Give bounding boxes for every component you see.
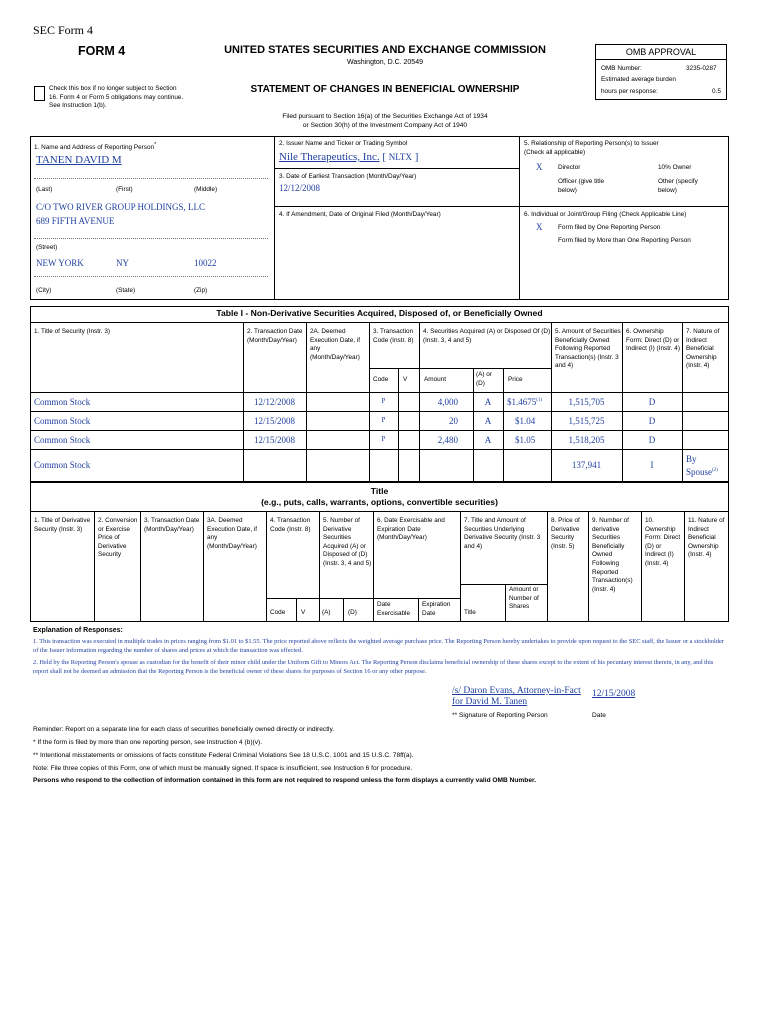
- t1-row2-code: P: [381, 416, 386, 424]
- address-line2: 689 FIFTH AVENUE: [36, 216, 115, 226]
- t1-h3: 3. Transaction Code (Instr. 8): [373, 328, 414, 344]
- officer-label: Officer (give title below): [558, 178, 605, 194]
- t1-row2-form: D: [648, 416, 656, 426]
- filing-label: 6. Individual or Joint/Group Filing (Check Applicable Line): [524, 211, 687, 218]
- t1-row2-date: 12/15/2008: [253, 416, 295, 426]
- t1-h1: 1. Title of Security (Instr. 3): [34, 328, 111, 335]
- t2-h2: 2. Conversion or Exercise Price of Derivative Security: [98, 517, 138, 559]
- t2-title: Title: [464, 609, 476, 616]
- signature-label: ** Signature of Reporting Person: [452, 712, 548, 719]
- filing-one-label: Form filed by One Reporting Person: [558, 224, 661, 231]
- t2-h3: 3. Transaction Date (Month/Day/Year): [144, 517, 200, 533]
- last-label: (Last): [36, 186, 53, 193]
- director-mark: X: [536, 162, 543, 172]
- state-label: (State): [116, 287, 136, 294]
- t2-code: Code: [270, 609, 286, 616]
- t1-row4-form: I: [650, 460, 654, 470]
- t1-row2-price: $1.04: [515, 416, 536, 426]
- note-reminder: Reminder: Report on a separate line for each class of securities beneficially owned directly or indirectly.: [33, 726, 335, 733]
- table-row: Common Stock: [34, 460, 91, 470]
- street-label: (Street): [36, 244, 58, 251]
- director-label: Director: [558, 164, 581, 171]
- t1-h5: 5. Amount of Securities Beneficially Owned Following Reported Transaction(s) (Instr. 3 and 4): [555, 328, 621, 370]
- omb-hours-label: hours per response:: [601, 88, 658, 95]
- t2-h5: 5. Number of Derivative Securities Acquired (A) or Disposed of (D) (Instr. 3, 4 and 5): [323, 517, 372, 567]
- t2-h4: 4. Transaction Code (Instr. 8): [270, 517, 311, 533]
- doc-label: SEC Form 4: [33, 23, 94, 37]
- t1-row4-nature: By Spouse$^{(2)}$: [686, 454, 718, 477]
- filed-line2: or Section 30(h) of the Investment Company Act of 1940: [302, 122, 468, 129]
- first-label: (First): [116, 186, 133, 193]
- table2-title: Title: [370, 486, 389, 496]
- reporting-person-name: TANEN DAVID M: [36, 154, 122, 166]
- t1-h4: 4. Securities Acquired (A) or Disposed Of (D) (Instr. 3, 4 and 5): [423, 328, 551, 344]
- omb-number-value: 3235-0287: [686, 65, 717, 72]
- t2-h1: 1. Title of Derivative Security (Instr. 3): [34, 517, 91, 533]
- city-label: (City): [36, 287, 52, 294]
- t2-h10: 10. Ownership Form: Direct (D) or Indirect (I) (Instr. 4): [645, 517, 681, 567]
- t2-d: (D): [348, 609, 357, 616]
- t1-row2-amount: 20: [449, 416, 458, 426]
- relationship-sub: (Check all applicable): [524, 149, 586, 156]
- t1-row3-code: P: [381, 435, 386, 443]
- t2-h6: 6. Date Exercisable and Expiration Date (Month/Day/Year): [377, 517, 445, 542]
- issuer-name: Nile Therapeutics, Inc.: [279, 151, 380, 163]
- state-value: NY: [116, 258, 129, 268]
- signature-date-label: Date: [592, 712, 606, 719]
- t1-amount: Amount: [424, 376, 447, 383]
- t2-h7: 7. Title and Amount of Securities Underlying Derivative Security (Instr. 3 and 4): [464, 517, 541, 550]
- t1-code: Code: [373, 376, 389, 383]
- note-multiple: * If the form is filed by more than one reporting person, see Instruction 4 (b)(v).: [33, 739, 263, 746]
- table-row: Common Stock: [34, 435, 91, 445]
- t1-h2: 2. Transaction Date (Month/Day/Year): [247, 328, 303, 344]
- zip-label: (Zip): [194, 287, 208, 294]
- issuer-ticker: NLTX: [388, 152, 412, 162]
- t1-row2-owned: 1,515,725: [568, 416, 605, 426]
- table-row: Common Stock: [34, 397, 91, 407]
- t1-row3-form: D: [648, 435, 656, 445]
- form-title: FORM 4: [78, 44, 126, 58]
- other-label: Other (specify below): [658, 178, 698, 194]
- omb-number-label: OMB Number:: [601, 65, 642, 72]
- t1-h6: 6. Ownership Form: Direct (D) or Indirect (I) (Instr. 4): [626, 328, 680, 353]
- issuer-label: 2. Issuer Name and Ticker or Trading Symbol: [279, 140, 408, 147]
- filing-more-label: Form filed by More than One Reporting Person: [558, 237, 691, 244]
- t1-row4-owned: 137,941: [571, 460, 602, 470]
- explanation-heading: Explanation of Responses:: [33, 627, 123, 634]
- footnote-2: 2. Held by the Reporting Person's spouse as custodian for the benefit of their minor child under the Uniform Gift to Minors Act. The Reporting Person disclaims beneficial ownership of these shares except to the extent of his pecuniary interest therein, in any, and this report shall not be deemed an admission that the Reporting Person is the beneficial owner of these shares for purposes of Section 16 or any other purpose.: [33, 659, 714, 675]
- t1-row1-amount: 4,000: [437, 397, 458, 407]
- t1-a-or-d: (A) or (D): [476, 371, 492, 387]
- t1-row3-amount: 2,480: [437, 435, 458, 445]
- reporting-person-label: 1. Name and Address of Reporting Person*: [34, 142, 157, 152]
- section16-checkbox[interactable]: [34, 86, 45, 101]
- note-omb: Persons who respond to the collection of information contained in this form are not required to respond unless the form displays a currently valid OMB Number.: [33, 777, 537, 784]
- t2-h8: 8. Price of Derivative Security (Instr. 5): [551, 517, 580, 550]
- statement-title: STATEMENT OF CHANGES IN BENEFICIAL OWNERSHIP: [250, 84, 520, 95]
- t1-row2-ad: A: [484, 416, 492, 426]
- amendment-label: 4. If Amendment, Date of Original Filed (Month/Day/Year): [279, 211, 441, 218]
- middle-label: (Middle): [194, 186, 218, 193]
- t1-row1-form: D: [648, 397, 656, 407]
- omb-heading: OMB APPROVAL: [596, 45, 726, 60]
- t2-a: (A): [322, 609, 331, 616]
- t2-amount-shares: Amount or Number of Shares: [509, 586, 539, 611]
- table2-subtitle: (e.g., puts, calls, warrants, options, convertible securities): [261, 497, 498, 507]
- t2-h11: 11. Nature of Indirect Beneficial Ownership (Instr. 4): [688, 517, 725, 559]
- earliest-date-value: 12/12/2008: [279, 183, 321, 193]
- agency-city: Washington, D.C. 20549: [346, 59, 423, 66]
- t1-row1-price: $1.4675$^{(1)}$: [507, 397, 543, 407]
- ten-pct-owner-label: 10% Owner: [658, 164, 692, 171]
- omb-hours-value: 0.5: [712, 88, 721, 95]
- t1-row3-ad: A: [484, 435, 492, 445]
- filing-mark: X: [536, 222, 543, 232]
- t1-row1-owned: 1,515,705: [568, 397, 605, 407]
- t2-h9: 9. Number of derivative Securities Beneficially Owned Following Reported Transaction(s) (Instr. 4): [592, 517, 633, 593]
- agency-title: UNITED STATES SECURITIES AND EXCHANGE COMMISSION: [224, 44, 546, 56]
- omb-box: [595, 44, 727, 100]
- t1-row3-owned: 1,518,205: [568, 435, 605, 445]
- t2-expiration: Expiration Date: [422, 601, 451, 617]
- zip-value: 10022: [194, 258, 217, 268]
- footnote-1: 1. This transaction was executed in multiple trades in prices ranging from $1.01 to $1.55. The price reported above reflects the weighted average purchase price. The Reporting Person hereby undertakes to provide upon request to the SEC staff, the Issuer or a stockholder of the Issuer information regarding the number of shares and prices at which the transaction was effected.: [33, 638, 724, 654]
- signature: /s/ Daron Evans, Attorney-in-Fact for David M. Tanen: [452, 686, 581, 707]
- omb-burden-label: Estimated average burden: [601, 76, 676, 83]
- filed-line1: Filed pursuant to Section 16(a) of the Securities Exchange Act of 1934: [282, 113, 488, 120]
- t1-row1-code: P: [381, 397, 386, 405]
- city-value: NEW YORK: [36, 258, 84, 268]
- table-row: Common Stock: [34, 416, 91, 426]
- t1-row1-date: 12/12/2008: [253, 397, 295, 407]
- t1-row3-price: $1.05: [515, 435, 536, 445]
- t2-v: V: [301, 609, 306, 616]
- table1-title: Table I - Non-Derivative Securities Acquired, Disposed of, or Beneficially Owned: [216, 308, 543, 318]
- t1-row1-ad: A: [484, 397, 492, 407]
- t1-h7: 7. Nature of Indirect Beneficial Ownership (Instr. 4): [686, 328, 720, 370]
- t1-price: Price: [508, 376, 523, 383]
- signature-date: 12/15/2008: [592, 689, 636, 699]
- address-line1: C/O TWO RIVER GROUP HOLDINGS, LLC: [36, 202, 206, 212]
- relationship-label: 5. Relationship of Reporting Person(s) to Issuer: [524, 140, 659, 147]
- earliest-date-label: 3. Date of Earliest Transaction (Month/Day/Year): [279, 173, 417, 180]
- t1-row3-date: 12/15/2008: [253, 435, 295, 445]
- t2-date-exercisable: Date Exercisable: [377, 601, 411, 617]
- t1-h2a: 2A. Deemed Execution Date, if any (Month/Day/Year): [310, 328, 361, 361]
- section16-text: Check this box if no longer subject to Section 16. Form 4 or Form 5 obligations may continue. See Instruction 1(b).: [49, 85, 184, 110]
- t2-h3a: 3A. Deemed Execution Date, if any (Month/Day/Year): [207, 517, 258, 550]
- note-copies: Note: File three copies of this Form, one of which must be manually signed. If space is insufficient, see Instruction 6 for procedure.: [33, 765, 413, 772]
- note-misstatements: ** Intentional misstatements or omissions of facts constitute Federal Criminal Violations See 18 U.S.C. 1001 and 15 U.S.C. 78ff(a).: [33, 752, 414, 759]
- issuer-name-line: Nile Therapeutics, Inc. [ NLTX ]: [279, 151, 419, 163]
- t1-v: V: [403, 376, 408, 383]
